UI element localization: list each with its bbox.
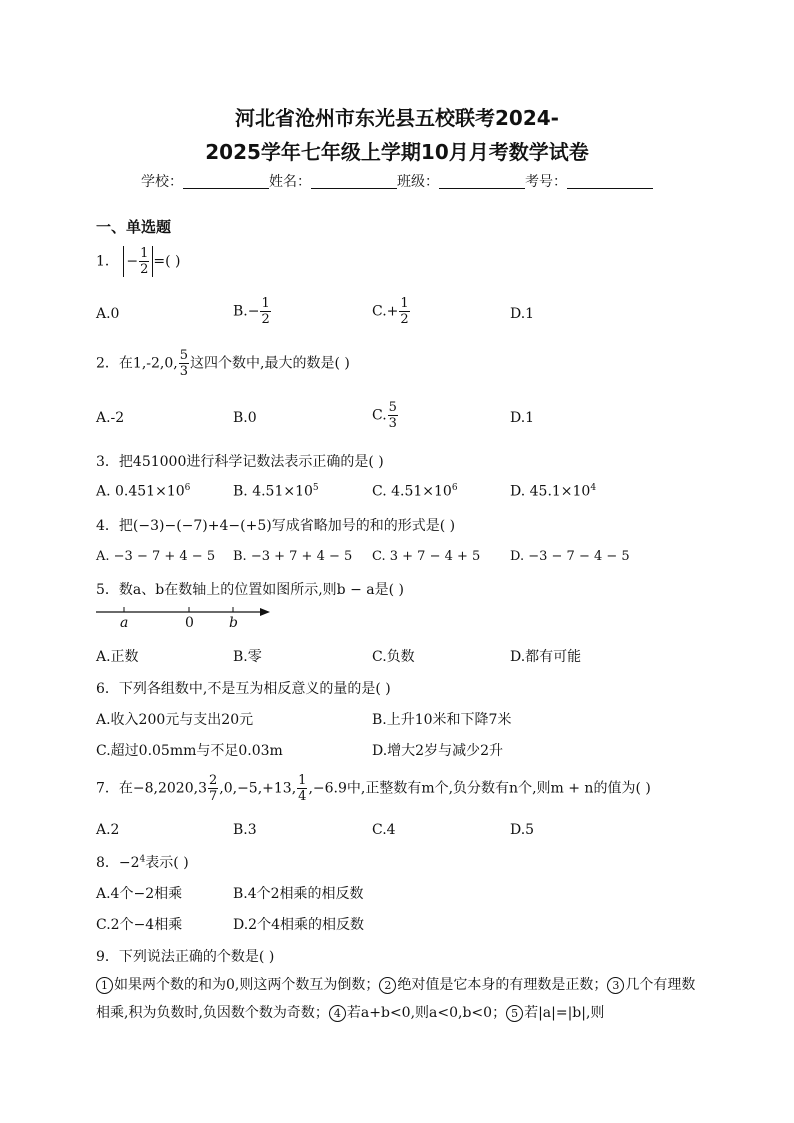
question-text: ,−6.9中,正整数有m个,负分数有n个,则m + n的值为( ) bbox=[308, 780, 651, 797]
exponent: 4 bbox=[139, 854, 146, 865]
exam-number-blank[interactable] bbox=[567, 174, 653, 189]
denominator: 4 bbox=[298, 789, 307, 804]
fraction bbox=[388, 400, 398, 431]
q3-option-d[interactable] bbox=[510, 483, 596, 500]
question-text: 7．在−8,2020,3 bbox=[96, 780, 207, 797]
exponent: 6 bbox=[184, 483, 191, 493]
fraction bbox=[297, 773, 307, 804]
q4-option-a[interactable]: A. −3 − 7 + 4 − 5 bbox=[96, 549, 216, 564]
q5-option-b[interactable]: B.零 bbox=[233, 649, 262, 665]
q1-option-a[interactable]: A.0 bbox=[96, 306, 120, 322]
option-text: D. 45.1×10 bbox=[510, 483, 591, 500]
question-3: 3．把451000进行科学记数法表示正确的是( ) bbox=[96, 454, 384, 470]
question-9: 9．下列说法正确的个数是( ) bbox=[96, 949, 275, 965]
exponent: 5 bbox=[312, 483, 319, 493]
sign: − bbox=[126, 253, 139, 270]
exponent: 6 bbox=[451, 483, 458, 493]
q8-option-d[interactable]: D.2个4相乘的相反数 bbox=[233, 917, 364, 933]
question-1 bbox=[96, 246, 181, 277]
q1-option-b[interactable] bbox=[233, 296, 272, 327]
circled-number-5: 5 bbox=[506, 1005, 523, 1022]
q1-option-c[interactable] bbox=[372, 296, 411, 327]
q6-option-a[interactable]: A.收入200元与支出20元 bbox=[96, 712, 254, 728]
q4-option-c[interactable]: C. 3 + 7 − 4 + 5 bbox=[372, 549, 481, 564]
statement-4: 若a+b<0,则a<0,b<0； bbox=[346, 1005, 507, 1021]
question-number: 1． bbox=[96, 253, 119, 270]
question-text: 表示( ) bbox=[145, 855, 189, 871]
statement-2: 绝对值是它本身的有理数是正数； bbox=[397, 977, 608, 993]
name-label: 姓名： bbox=[269, 174, 311, 190]
question-text: 2．在1,-2,0, bbox=[96, 355, 178, 372]
name-blank[interactable] bbox=[311, 174, 397, 189]
q1-option-d[interactable]: D.1 bbox=[510, 306, 535, 322]
option-label: B. bbox=[233, 303, 248, 320]
class-label: 班级： bbox=[397, 174, 439, 190]
option-text: B. 4.51×10 bbox=[233, 483, 313, 500]
number-line-label-b: b bbox=[229, 615, 238, 631]
q2-option-a[interactable]: A.-2 bbox=[96, 410, 125, 426]
q6-option-c[interactable]: C.超过0.05mm与不足0.03m bbox=[96, 743, 283, 759]
q6-option-b[interactable]: B.上升10米和下降7米 bbox=[372, 712, 512, 728]
q3-option-c[interactable] bbox=[372, 483, 458, 500]
denominator: 3 bbox=[179, 364, 188, 379]
question-2 bbox=[96, 348, 350, 379]
numerator: 5 bbox=[179, 348, 188, 363]
numerator: 1 bbox=[140, 246, 149, 261]
question-5: 5．数a、b在数轴上的位置如图所示,则b − a是( ) bbox=[96, 582, 404, 598]
q4-option-b[interactable]: B. −3 + 7 + 4 − 5 bbox=[233, 549, 353, 564]
numerator: 5 bbox=[388, 400, 397, 415]
fraction bbox=[208, 773, 218, 804]
option-label: C. bbox=[372, 407, 387, 424]
q5-option-a[interactable]: A.正数 bbox=[96, 649, 139, 665]
q5-option-d[interactable]: D.都有可能 bbox=[510, 649, 582, 665]
question-text: 8．−2 bbox=[96, 855, 140, 871]
sign: + bbox=[386, 303, 399, 320]
exam-title-line2: 2025学年七年级上学期10月月考数学试卷 bbox=[205, 140, 589, 164]
question-text: 这四个数中,最大的数是( ) bbox=[190, 355, 350, 372]
q2-option-b[interactable]: B.0 bbox=[233, 410, 257, 426]
option-label: C. bbox=[372, 303, 387, 320]
question-9-statements bbox=[96, 971, 696, 1027]
numerator: 2 bbox=[208, 773, 218, 788]
denominator: 3 bbox=[388, 416, 397, 431]
sign: − bbox=[247, 303, 260, 320]
q8-option-a[interactable]: A.4个−2相乘 bbox=[96, 886, 183, 902]
option-text: C. 4.51×10 bbox=[372, 483, 452, 500]
exam-number-label: 考号： bbox=[525, 174, 567, 190]
statement-3: 几个有理数相乘,积为负数时,负因数个数为奇数； bbox=[96, 977, 696, 1021]
question-tail: =( ) bbox=[153, 253, 181, 270]
fraction bbox=[399, 296, 409, 327]
circled-number-1: 1 bbox=[96, 977, 113, 994]
fraction bbox=[179, 348, 189, 379]
section-heading-single-choice: 一、单选题 bbox=[96, 218, 172, 236]
school-label: 学校： bbox=[141, 174, 183, 190]
q5-option-c[interactable]: C.负数 bbox=[372, 649, 415, 665]
numerator: 1 bbox=[298, 773, 307, 788]
statement-5: 若|a|=|b|,则 bbox=[524, 1005, 605, 1021]
class-blank[interactable] bbox=[439, 174, 525, 189]
question-text: ,0,−5,+13, bbox=[219, 780, 297, 797]
q2-option-d[interactable]: D.1 bbox=[510, 410, 535, 426]
denominator: 2 bbox=[400, 312, 409, 327]
circled-number-2: 2 bbox=[379, 977, 396, 994]
fraction bbox=[139, 246, 149, 277]
arrow-icon bbox=[260, 608, 270, 616]
numerator: 1 bbox=[400, 296, 409, 311]
numerator: 1 bbox=[261, 296, 270, 311]
option-text: A. 0.451×10 bbox=[96, 483, 185, 500]
question-4: 4．把(−3)−(−7)+4−(+5)写成省略加号的和的形式是( ) bbox=[96, 518, 456, 534]
q6-option-d[interactable]: D.增大2岁与减少2升 bbox=[372, 743, 503, 759]
school-blank[interactable] bbox=[183, 174, 269, 189]
denominator: 2 bbox=[261, 312, 270, 327]
circled-number-4: 4 bbox=[329, 1005, 346, 1022]
q7-option-c[interactable]: C.4 bbox=[372, 822, 396, 838]
student-info-row bbox=[0, 171, 794, 191]
q3-option-b[interactable] bbox=[233, 483, 319, 500]
denominator: 2 bbox=[140, 262, 149, 277]
q3-option-a[interactable] bbox=[96, 483, 190, 500]
q7-option-b[interactable]: B.3 bbox=[233, 822, 257, 838]
exponent: 4 bbox=[590, 483, 597, 493]
q7-option-a[interactable]: A.2 bbox=[96, 822, 120, 838]
denominator: 7 bbox=[208, 789, 218, 804]
statement-1: 如果两个数的和为0,则这两个数互为倒数； bbox=[114, 977, 380, 993]
q8-option-c[interactable]: C.2个−4相乘 bbox=[96, 917, 183, 933]
q8-option-b[interactable]: B.4个2相乘的相反数 bbox=[233, 886, 364, 902]
fraction bbox=[260, 296, 270, 327]
number-line-label-a: a bbox=[120, 615, 129, 631]
q7-option-d[interactable]: D.5 bbox=[510, 822, 535, 838]
q2-option-c[interactable] bbox=[372, 400, 399, 431]
circled-number-3: 3 bbox=[607, 977, 624, 994]
absolute-value bbox=[123, 246, 153, 277]
number-line-label-zero: 0 bbox=[185, 615, 194, 631]
question-7 bbox=[96, 773, 651, 804]
question-6: 6．下列各组数中,不是互为相反意义的量的是( ) bbox=[96, 681, 391, 697]
q4-option-d[interactable]: D. −3 − 7 − 4 − 5 bbox=[510, 549, 630, 564]
exam-title-line1: 河北省沧州市东光县五校联考2024- bbox=[235, 106, 559, 130]
question-8 bbox=[96, 852, 189, 872]
